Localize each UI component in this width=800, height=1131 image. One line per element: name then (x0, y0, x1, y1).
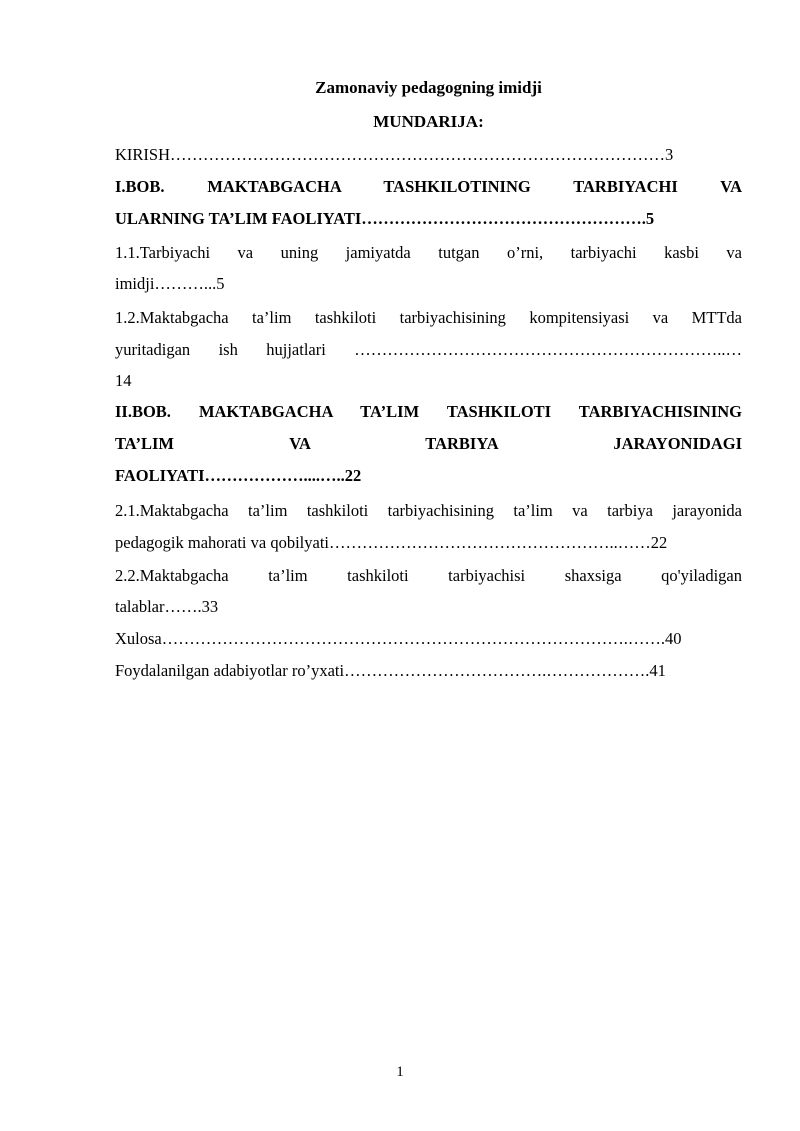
toc-entry-1-1: 1.1.Tarbiyachi va uning jamiyatda tutgan o’rni, tarbiyachi kasbi va (115, 243, 742, 262)
toc-entry-kirish: KIRISH………………………………………………………………………………3 (115, 145, 674, 164)
toc-entry-references: Foydalanilgan adabiyotlar ro’yxati……………………………….……………….41 (115, 661, 666, 680)
toc-entry-chapter-1-cont: ULARNING TA’LIM FAOLIYATI…………………………………………….5 (115, 209, 655, 228)
toc-entry-2-1-cont: pedagogik mahorati va qobilyati……………………………………………..……22 (115, 533, 668, 552)
toc-entry-chapter-2: II.BOB. MAKTABGACHA TA’LIM TASHKILOTI TARBIYACHISINING (115, 402, 742, 421)
toc-entry-chapter-2-cont: TA’LIM VA TARBIYA JARAYONIDAGI (115, 434, 742, 453)
toc-entry-1-2-cont: yuritadigan ish hujjatlari …………………………………………………………..… (115, 340, 742, 359)
toc-entry-chapter-2-end: FAOLIYATI………………....…..22 (115, 466, 362, 485)
toc-entry-2-2-cont: talablar…….33 (115, 597, 219, 616)
document-page (115, 0, 742, 1131)
toc-heading: MUNDARIJA: (373, 112, 484, 131)
toc-entry-2-1: 2.1.Maktabgacha ta’lim tashkiloti tarbiyachisining ta’lim va tarbiya jarayonida (115, 501, 742, 520)
toc-entry-1-2-page: 14 (115, 371, 132, 390)
toc-entry-1-2: 1.2.Maktabgacha ta’lim tashkiloti tarbiyachisining kompitensiyasi va MTTda (115, 308, 742, 327)
toc-entry-chapter-1: I.BOB. MAKTABGACHA TASHKILOTINING TARBIYACHI VA (115, 177, 742, 196)
toc-entry-xulosa: Xulosa………………………………………………………………………….…….40 (115, 629, 682, 648)
toc-entry-2-2: 2.2.Maktabgacha ta’lim tashkiloti tarbiyachisi shaxsiga qo'yiladigan (115, 566, 742, 585)
page-number: 1 (396, 1064, 404, 1080)
document-title: Zamonaviy pedagogning imidji (315, 78, 542, 97)
toc-entry-1-1-cont: imidji………...5 (115, 274, 225, 293)
